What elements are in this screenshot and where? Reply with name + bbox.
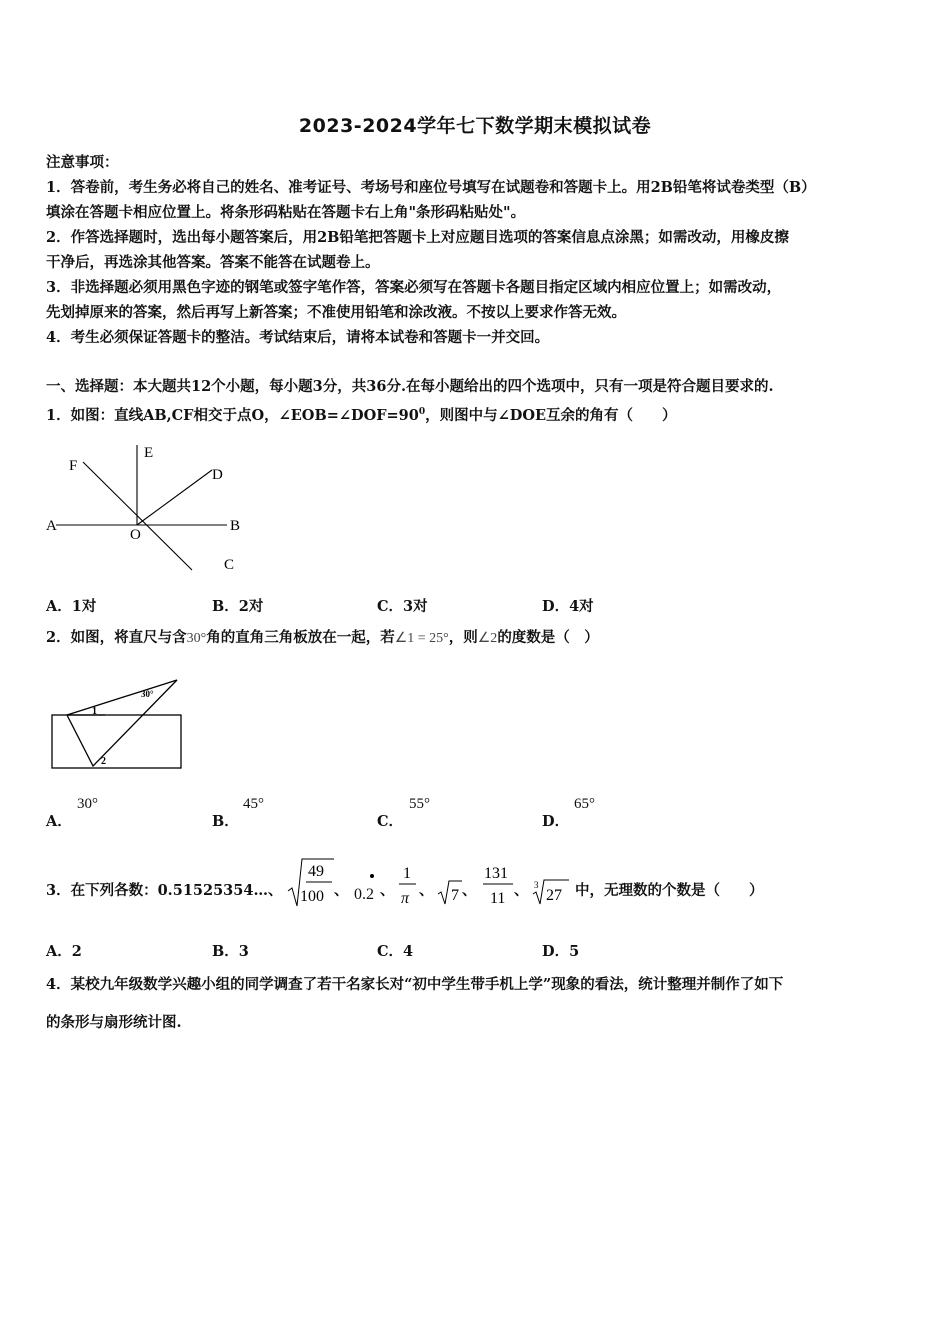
label-30-deg: 30° xyxy=(141,689,154,699)
q2-option-d-value: 65° xyxy=(574,796,595,812)
q2-option-b-value: 45° xyxy=(243,796,264,812)
question-4-line-2: 的条形与扇形统计图. xyxy=(46,1014,182,1031)
label-angle-1: 1 xyxy=(92,706,97,717)
notice-line: 4．考生必须保证答题卡的整洁。考试结束后，请将本试卷和答题卡一并交回。 xyxy=(46,329,550,346)
cbrt-index: 3 xyxy=(534,880,539,890)
separator: 、 xyxy=(514,882,529,899)
label-d: D xyxy=(212,467,223,483)
label-a: A xyxy=(46,518,57,534)
separator: 、 xyxy=(419,882,434,899)
question-4-line-1: 4．某校九年级数学兴趣小组的同学调查了若干名家长对“初中学生带手机上学”现象的看法，统计整理并制作了如下 xyxy=(46,976,784,993)
q3-option-a[interactable]: A．2 xyxy=(46,943,82,960)
sqrt-7-value: 7 xyxy=(451,887,459,904)
question-3-prefix: 3．在下列各数：0.51525354…、 xyxy=(46,882,283,899)
fraction-1-over-pi xyxy=(396,860,420,910)
separator: 、 xyxy=(462,882,477,899)
label-angle-2: 2 xyxy=(101,756,106,767)
question-2-text: 2．如图，将直尺与含30°角的直角三角板放在一起，若∠1 = 25°，则∠2的度数是（ ） xyxy=(46,629,599,646)
notice-heading: 注意事项： xyxy=(46,154,119,171)
q1-option-c[interactable]: C．3对 xyxy=(377,598,428,615)
fraction-numerator: 131 xyxy=(484,865,508,882)
notice-line: 先划掉原来的答案，然后再写上新答案；不准使用铅笔和涂改液。不按以上要求作答无效。 xyxy=(46,304,626,321)
separator: 、 xyxy=(334,882,349,899)
fraction-denominator: 11 xyxy=(490,890,506,907)
question-1-text: 1．如图：直线AB,CF相交于点O，$\angle EOB=\angle DOF=90^0$，则图中与∠DOE互余的角有（ ） xyxy=(46,406,677,424)
sqrt-numerator: 49 xyxy=(308,863,324,880)
fraction-numerator: 1 xyxy=(403,865,411,882)
section-heading: 一、选择题：本大题共12个小题，每小题3分，共36分.在每小题给出的四个选项中，只有一项是符合题目要求的. xyxy=(46,378,774,395)
notice-line: 干净后，再选涂其他答案。答案不能答在试题卷上。 xyxy=(46,254,380,271)
notice-line: 2．作答选择题时，选出每小题答案后，用2B铅笔把答题卡上对应题目选项的答案信息点涂黑；如需改动，用橡皮擦 xyxy=(46,229,789,246)
repeating-dot xyxy=(370,874,374,878)
q2-option-c[interactable]: C． xyxy=(377,813,404,830)
cbrt-27 xyxy=(531,876,571,906)
q3-option-b[interactable]: B．3 xyxy=(212,943,249,960)
question-3-suffix: 中，无理数的个数是（ ） xyxy=(575,882,764,899)
label-o: O xyxy=(130,527,141,543)
question-2-figure xyxy=(45,672,190,777)
fraction-denominator: π xyxy=(401,890,410,907)
q1-option-d[interactable]: D．4对 xyxy=(542,598,594,615)
q2-option-a[interactable]: A． xyxy=(46,813,72,830)
sqrt-49-100 xyxy=(286,855,336,911)
label-f: F xyxy=(69,458,78,474)
label-e: E xyxy=(144,445,154,461)
q1-option-a[interactable]: A．1对 xyxy=(46,598,97,615)
cbrt-value: 27 xyxy=(546,887,562,904)
q1-option-b[interactable]: B．2对 xyxy=(212,598,264,615)
question-1-figure xyxy=(40,440,260,580)
page-title: 2023-2024学年七下数学期末模拟试卷 xyxy=(298,115,652,137)
repeating-decimal: 0.2 xyxy=(354,886,374,903)
sqrt-7 xyxy=(436,878,464,906)
q3-option-c[interactable]: C．4 xyxy=(377,943,414,960)
q2-option-a-value: 30° xyxy=(77,796,98,812)
label-c: C xyxy=(224,557,235,573)
separator: 、 xyxy=(380,882,395,899)
label-b: B xyxy=(230,518,241,534)
q2-option-d[interactable]: D． xyxy=(542,813,570,830)
sqrt-denominator: 100 xyxy=(300,888,324,905)
notice-line: 3．非选择题必须用黑色字迹的钢笔或签字笔作答，答案必须写在答题卡各题目指定区域内相应位置上；如需改动， xyxy=(46,279,782,296)
q3-option-d[interactable]: D．5 xyxy=(542,943,580,960)
q2-option-c-value: 55° xyxy=(409,796,430,812)
notice-line: 填涂在答题卡相应位置上。将条形码粘贴在答题卡右上角"条形码粘贴处"。 xyxy=(46,204,526,221)
notice-line: 1．答卷前，考生务必将自己的姓名、准考证号、考场号和座位号填写在试题卷和答题卡上。用2B铅笔将试卷类型（B） xyxy=(46,179,816,196)
q2-option-b[interactable]: B． xyxy=(212,813,239,830)
fraction-131-over-11 xyxy=(480,860,516,910)
